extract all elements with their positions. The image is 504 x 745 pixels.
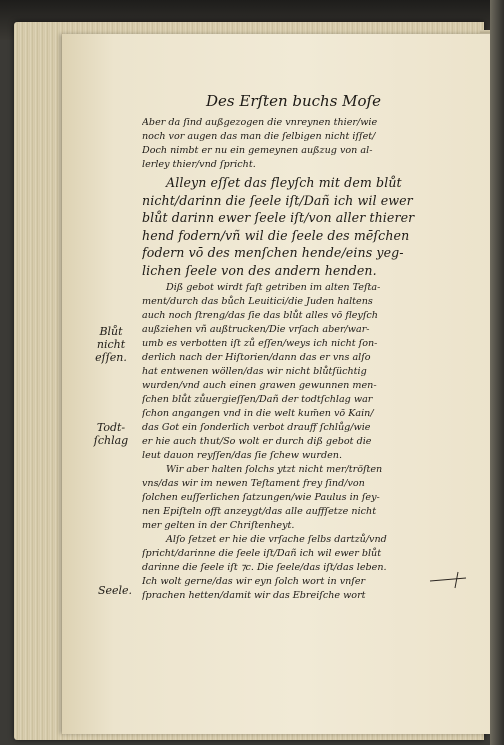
- scripture-line: nicht/darinn die ſeele iſt/Dañ ich wil ewer: [142, 192, 413, 208]
- gloss-line: außziehen vñ außtrucken/Die vrſach aber/war-: [142, 324, 370, 335]
- gloss-line: umb es verbotten iſt zů eſſen/weys ich nicht ſon-: [142, 338, 378, 349]
- scripture-line: hend fodern/vñ wil die ſeele des mēſchen: [142, 227, 410, 243]
- marginal-note-todtschlag: [88, 421, 134, 447]
- marginal-line: Blůt: [99, 325, 123, 338]
- gloss-line: vns/das wir im newen Teſtament frey ſind/von: [142, 478, 365, 489]
- gloss-line: darinne die ſeele iſt ⁊c. Die ſeele/das iſt/das leben.: [142, 562, 387, 573]
- gloss-line: Ich wolt gerne/das wir eyn ſolch wort in vnſer: [142, 576, 366, 587]
- gloss-line: wurden/vnd auch einen grawen gewunnen men-: [142, 380, 377, 391]
- marginal-line: eſſen.: [95, 351, 127, 364]
- gloss-line: leut dauon reyſſen/das ſie ſchew wurden.: [142, 450, 342, 461]
- gloss-line: ſpricht/darinne die ſeele iſt/Dañ ich wil ewer blůt: [142, 548, 382, 559]
- gloss-line: ſchon angangen vnd in die welt kum̄en vō Kain/: [142, 408, 374, 419]
- text-line: lerley thier/vnd ſpricht.: [142, 159, 256, 170]
- gloss-line: ſchen blůt zůuergieſſen/Dañ der todtſchlag war: [142, 394, 373, 405]
- scripture-line: fodern vō des menſchen hende/eins yeg-: [142, 245, 404, 260]
- gloss-line: Wir aber halten ſolchs ytzt nicht mer/tröſten: [166, 464, 383, 475]
- gloss-line: hat entwenen wöllen/das wir nicht blůtſüchtig: [142, 366, 367, 377]
- ink-annotation-mark: [428, 569, 468, 589]
- marginal-line: nicht: [96, 338, 126, 351]
- running-head: Des Erſten buchs Moſe: [206, 92, 381, 110]
- gloss-line: ſolchen euſſerlichen ſatzungen/wie Paulus in ſey-: [142, 492, 380, 503]
- marginal-note-blut: [88, 325, 134, 364]
- marginal-line: ſchlag: [93, 434, 129, 447]
- right-page-edge: [490, 0, 504, 745]
- gloss-line: derlich nach der Hiſtorien/dann das er vns alſo: [142, 352, 371, 363]
- text-line: Doch nimbt er nu ein gemeynen außzug von al-: [142, 145, 373, 156]
- body-text: [142, 116, 448, 603]
- gloss-line: das Got ein ſonderlich verbot drauff ſchlůg/wie: [142, 422, 371, 433]
- marginal-line: Todt-: [96, 421, 126, 434]
- marginal-note-seele: Seele.: [97, 584, 133, 597]
- gloss-line: ment/durch das bůch Leuitici/die Juden haltens: [142, 296, 373, 307]
- gloss-line: er hie auch thut/So wolt er durch diß gebot die: [142, 436, 372, 447]
- gloss-line: Alſo ſetzet er hie die vrſache ſelbs dartzů/vnd: [166, 534, 387, 545]
- scripture-line: lichen ſeele von des andern henden.: [142, 262, 377, 278]
- gloss-line: mer gelten in der Chriſtenheyt.: [142, 520, 295, 531]
- gloss-line: Diß gebot wirdt faſt getriben im alten Teſta-: [166, 282, 381, 293]
- gloss-line: nen Epiſteln offt anzeygt/das alle auffſetze nicht: [142, 506, 377, 517]
- gloss-line: auch noch ſtreng/das ſie das blůt alles vō fleyſch: [142, 310, 378, 321]
- scripture-line: blůt darinn ewer ſeele iſt/von aller thierer: [142, 210, 415, 225]
- text-line: noch vor augen das man die ſelbigen nicht iſſet/: [142, 131, 376, 142]
- scripture-line: Alleyn eſſet das fleyſch mit dem blůt: [166, 175, 402, 190]
- text-line: Aber da ſind außgezogen die vnreynen thier/wie: [142, 117, 378, 128]
- gloss-line: ſprachen hetten/damit wir das Ebreiſche wort: [142, 590, 366, 601]
